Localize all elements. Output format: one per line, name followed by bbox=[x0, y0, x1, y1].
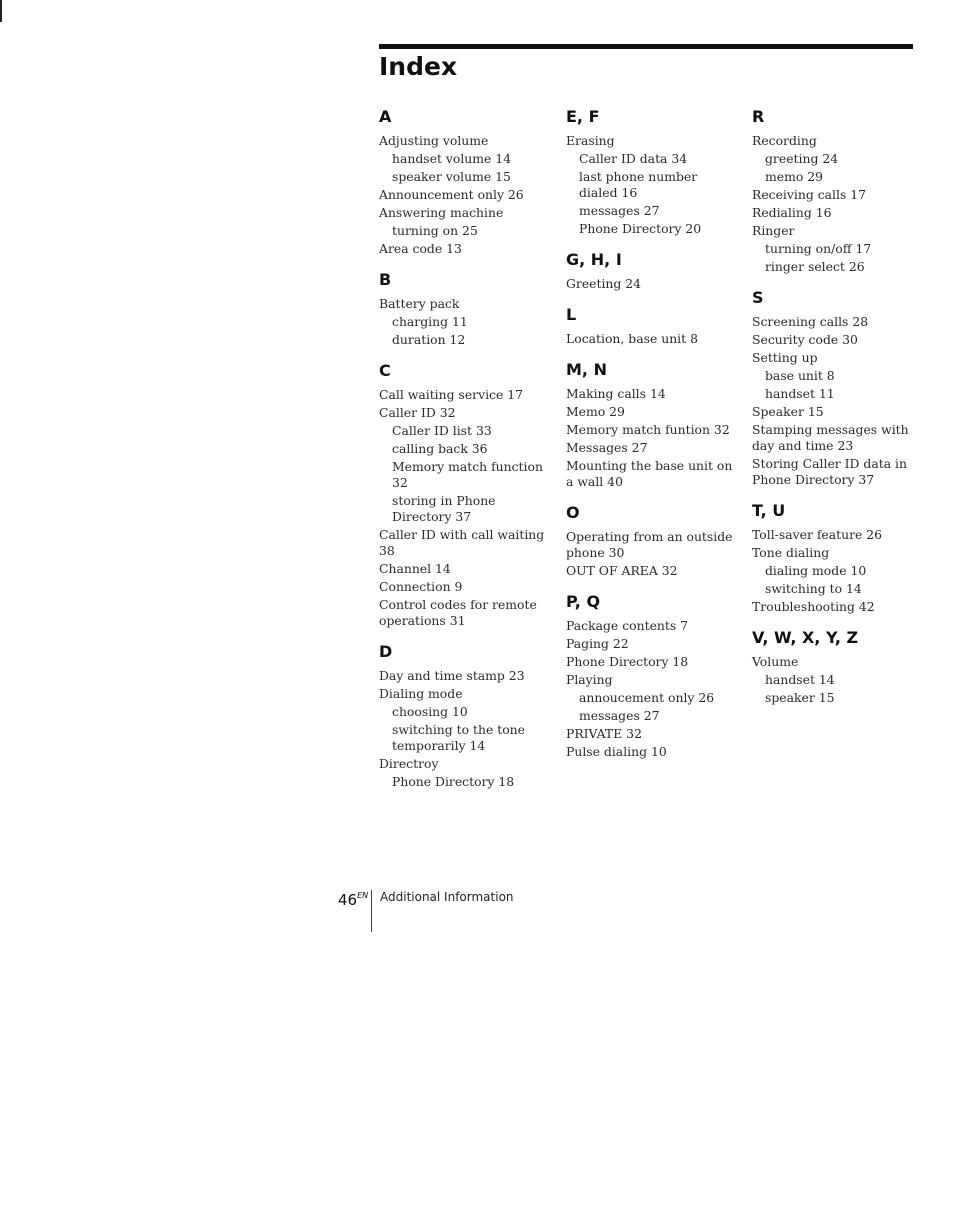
index-subentry: handset 14 bbox=[765, 672, 835, 687]
index-section bbox=[752, 500, 912, 617]
index-entry: Battery pack bbox=[379, 296, 460, 311]
index-subentry: turning on 25 bbox=[392, 223, 478, 238]
index-subentry: calling back 36 bbox=[392, 441, 488, 456]
index-subentry: duration 12 bbox=[392, 332, 466, 347]
index-section bbox=[566, 304, 734, 349]
index-subentry: turning on/off 17 bbox=[765, 241, 872, 256]
index-subentry: speaker 15 bbox=[765, 690, 835, 705]
index-subentry: Phone Directory 20 bbox=[579, 221, 702, 236]
section-heading: S bbox=[752, 288, 764, 307]
index-section bbox=[752, 627, 912, 708]
page-number: $46^{EN}$ bbox=[338, 891, 369, 909]
section-heading: V, W, X, Y, Z bbox=[752, 628, 859, 647]
index-entry: Call waiting service 17 bbox=[379, 387, 524, 402]
index-entry: Day and time stamp 23 bbox=[379, 668, 525, 683]
index-entry: Location, base unit 8 bbox=[566, 331, 698, 346]
page-title: Index bbox=[379, 52, 458, 81]
index-subentry: handset 11 bbox=[765, 386, 835, 401]
index-section bbox=[752, 106, 912, 277]
index-entry: Channel 14 bbox=[379, 561, 451, 576]
index-entry: Paging 22 bbox=[566, 636, 629, 651]
index-entry: Troubleshooting 42 bbox=[752, 599, 875, 614]
index-entry: Erasing bbox=[566, 133, 615, 148]
index-entry: Memo 29 bbox=[566, 404, 625, 419]
section-heading: G, H, I bbox=[566, 250, 622, 269]
index-subentry: switching to 14 bbox=[765, 581, 862, 596]
section-heading: T, U bbox=[752, 501, 786, 520]
index-entry: Phone Directory 18 bbox=[566, 654, 689, 669]
index-entry: Answering machine bbox=[379, 205, 504, 220]
index-subentry: switching to the tone temporarily 14 bbox=[392, 722, 525, 753]
section-heading: B bbox=[379, 270, 392, 289]
index-entry: Directroy bbox=[379, 756, 439, 771]
section-heading: M, N bbox=[566, 360, 607, 379]
index-entry: PRIVATE 32 bbox=[566, 726, 642, 741]
index-subentry: handset volume 14 bbox=[392, 151, 512, 166]
index-subentry: last phone number dialed 16 bbox=[579, 169, 698, 200]
section-heading: D bbox=[379, 642, 393, 661]
index-subentry: storing in Phone Directory 37 bbox=[392, 493, 496, 524]
index-subentry: greeting 24 bbox=[765, 151, 839, 166]
index-section bbox=[566, 502, 734, 581]
section-heading: E, F bbox=[566, 107, 600, 126]
index-entry: Stamping messages with day and time 23 bbox=[752, 422, 909, 453]
index-section bbox=[379, 269, 547, 350]
index-entry: Volume bbox=[752, 654, 799, 669]
index-entry: Dialing mode bbox=[379, 686, 463, 701]
section-heading: C bbox=[379, 361, 391, 380]
index-entry: Pulse dialing 10 bbox=[566, 744, 667, 759]
index-subentry: choosing 10 bbox=[392, 704, 468, 719]
index-subentry: annoucement only 26 bbox=[579, 690, 715, 705]
index-entry: Memory match funtion 32 bbox=[566, 422, 730, 437]
index-entry: Ringer bbox=[752, 223, 795, 238]
section-heading: P, Q bbox=[566, 592, 601, 611]
index-entry: Receiving calls 17 bbox=[752, 187, 867, 202]
scan-margin-mark bbox=[0, 0, 2, 22]
index-entry: Messages 27 bbox=[566, 440, 648, 455]
index-entry: Area code 13 bbox=[379, 241, 462, 256]
title-rule bbox=[379, 44, 913, 49]
footer-section-name: Additional Information bbox=[380, 890, 514, 904]
index-subentry: Memory match function 32 bbox=[392, 459, 543, 490]
index-subentry: charging 11 bbox=[392, 314, 468, 329]
index-entry: Package contents 7 bbox=[566, 618, 689, 633]
index-column-2 bbox=[566, 106, 734, 772]
index-section bbox=[566, 591, 734, 762]
index-entry: Recording bbox=[752, 133, 817, 148]
index-section bbox=[379, 360, 547, 631]
index-subentry: speaker volume 15 bbox=[392, 169, 511, 184]
index-entry: Operating from an outside phone 30 bbox=[566, 529, 733, 560]
section-heading: A bbox=[379, 107, 392, 126]
index-entry: OUT OF AREA 32 bbox=[566, 563, 678, 578]
page-number-suffix: EN bbox=[357, 891, 369, 900]
index-entry: Announcement only 26 bbox=[379, 187, 524, 202]
index-entry: Connection 9 bbox=[379, 579, 463, 594]
index-section bbox=[566, 106, 734, 239]
index-entry: Adjusting volume bbox=[379, 133, 489, 148]
index-entry: Caller ID 32 bbox=[379, 405, 456, 420]
index-subentry: ringer select 26 bbox=[765, 259, 865, 274]
index-column-3 bbox=[752, 106, 912, 718]
footer-divider bbox=[371, 890, 372, 932]
index-section bbox=[566, 249, 734, 294]
index-section bbox=[379, 106, 547, 259]
index-entry: Screening calls 28 bbox=[752, 314, 869, 329]
index-section bbox=[379, 641, 547, 792]
index-entry: Greeting 24 bbox=[566, 276, 642, 291]
index-section bbox=[752, 287, 912, 490]
index-entry: Speaker 15 bbox=[752, 404, 824, 419]
index-entry: Making calls 14 bbox=[566, 386, 666, 401]
index-column-1 bbox=[379, 106, 547, 802]
index-entry: Control codes for remote operations 31 bbox=[379, 597, 537, 628]
index-entry: Caller ID with call waiting 38 bbox=[379, 527, 545, 558]
index-entry: Setting up bbox=[752, 350, 818, 365]
index-subentry: base unit 8 bbox=[765, 368, 835, 383]
section-heading: R bbox=[752, 107, 765, 126]
index-subentry: Phone Directory 18 bbox=[392, 774, 515, 789]
index-subentry: messages 27 bbox=[579, 708, 660, 723]
index-section bbox=[566, 359, 734, 492]
index-entry: Toll-saver feature 26 bbox=[752, 527, 883, 542]
index-entry: Security code 30 bbox=[752, 332, 858, 347]
index-entry: Storing Caller ID data in Phone Directory 37 bbox=[752, 456, 907, 487]
index-subentry: memo 29 bbox=[765, 169, 823, 184]
section-heading: L bbox=[566, 305, 577, 324]
index-entry: Redialing 16 bbox=[752, 205, 832, 220]
index-subentry: Caller ID list 33 bbox=[392, 423, 492, 438]
index-subentry: Caller ID data 34 bbox=[579, 151, 688, 166]
index-entry: Tone dialing bbox=[752, 545, 830, 560]
index-entry: Mounting the base unit on a wall 40 bbox=[566, 458, 733, 489]
section-heading: O bbox=[566, 503, 580, 522]
index-entry: Playing bbox=[566, 672, 613, 687]
index-subentry: dialing mode 10 bbox=[765, 563, 867, 578]
index-subentry: messages 27 bbox=[579, 203, 660, 218]
